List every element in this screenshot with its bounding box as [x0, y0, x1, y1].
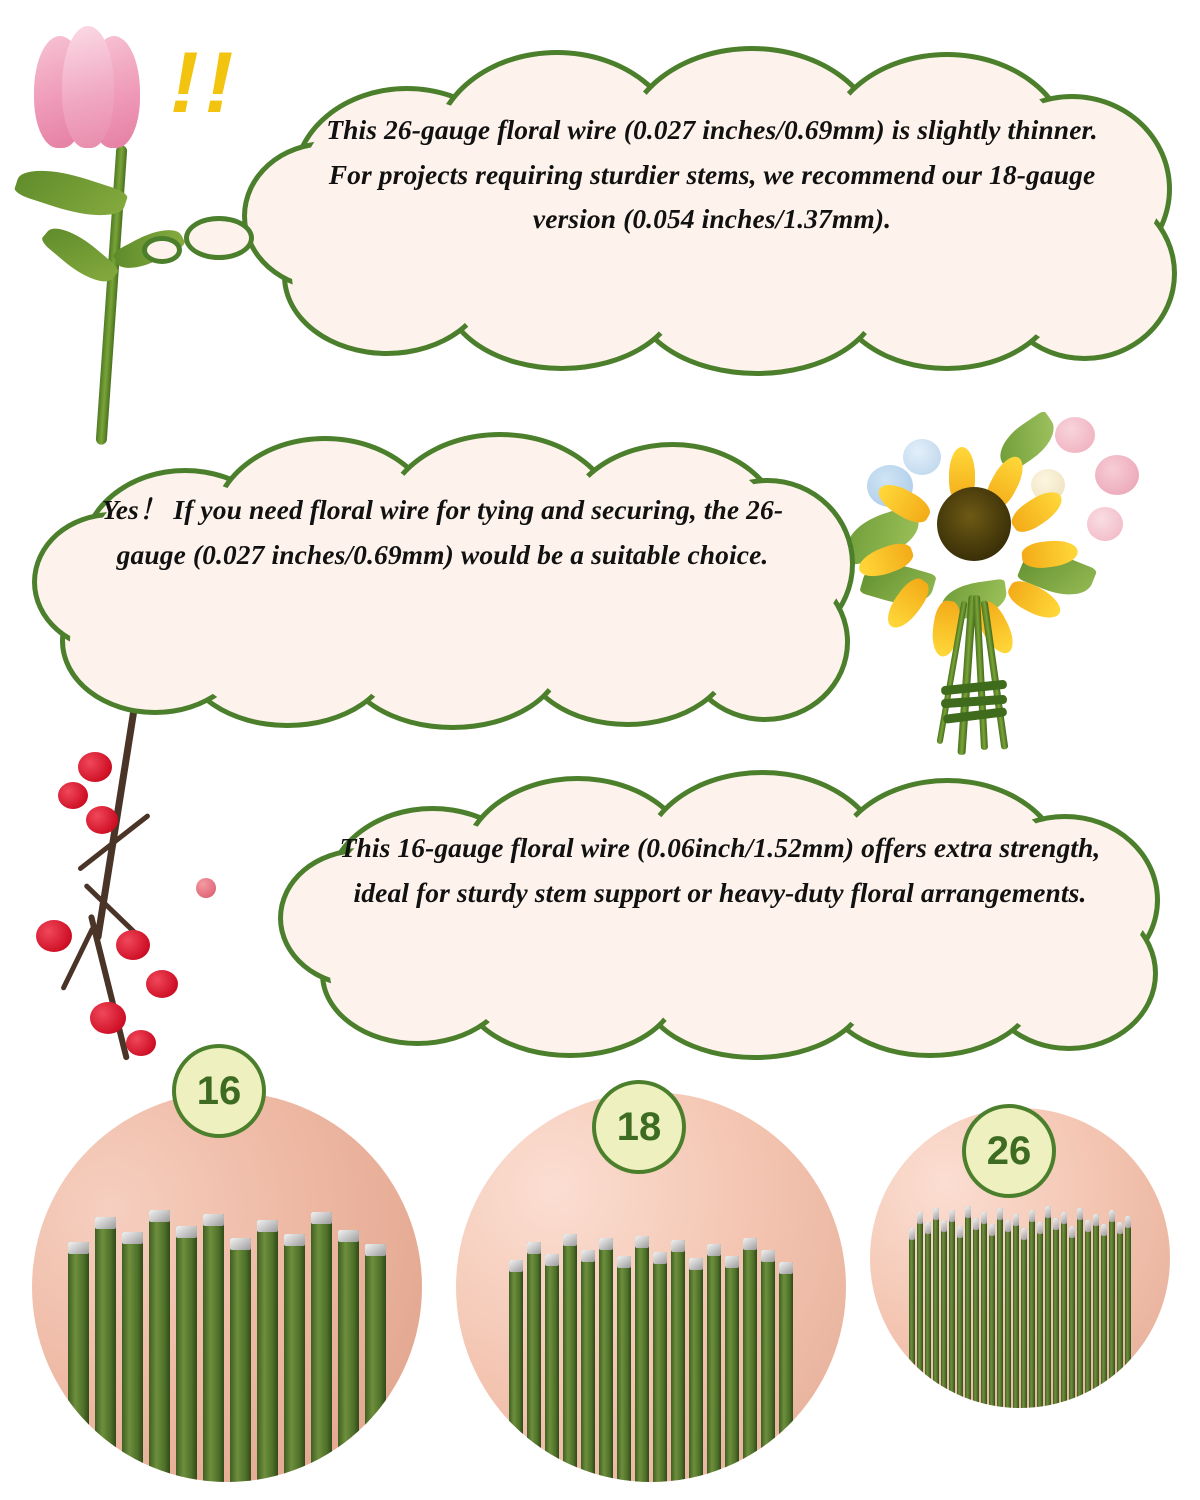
sunflower-center — [937, 487, 1011, 561]
wire-strand — [1021, 1228, 1027, 1408]
plum-blossom-1 — [78, 752, 112, 782]
wire-strand — [365, 1244, 386, 1482]
wire-strand — [176, 1226, 197, 1482]
exclamation-marks: !! — [170, 35, 240, 131]
wire-strand — [203, 1214, 224, 1482]
bubble-26-gauge-thinner — [232, 46, 1182, 376]
wire-strand — [1005, 1220, 1011, 1408]
wire-strand — [909, 1228, 915, 1408]
plum-blossom-2 — [58, 782, 88, 809]
wire-strand — [311, 1212, 332, 1482]
wire-strand — [1013, 1214, 1019, 1408]
sunflower-bouquet — [845, 395, 1175, 770]
plum-blossom-3 — [86, 806, 118, 834]
wire-strand — [563, 1234, 577, 1482]
plum-bud-3 — [196, 878, 216, 898]
wire-strand — [981, 1212, 987, 1408]
wire-photo-16 — [32, 1092, 422, 1482]
wire-strand — [1061, 1212, 1067, 1408]
wire-strand — [1085, 1220, 1091, 1408]
plum-blossom-4 — [36, 920, 72, 952]
cloud-tail — [184, 216, 254, 260]
wire-bundle-18 — [501, 1192, 801, 1482]
wire-strand — [917, 1212, 923, 1408]
wire-strand — [1069, 1226, 1075, 1408]
wire-strand — [338, 1230, 359, 1482]
wire-strand — [68, 1242, 89, 1482]
wire-strand — [599, 1238, 613, 1482]
wire-strand — [1029, 1210, 1035, 1408]
wire-strand — [973, 1218, 979, 1408]
tulip-petal-center — [62, 26, 114, 148]
filler-pink-3 — [1087, 507, 1123, 541]
wire-strand — [989, 1224, 995, 1408]
wire-strand — [725, 1256, 739, 1482]
plum-blossom-8 — [126, 1030, 156, 1056]
wire-strand — [671, 1240, 685, 1482]
wire-strand — [149, 1210, 170, 1482]
wire-strand — [617, 1256, 631, 1482]
wire-strand — [1037, 1222, 1043, 1408]
wire-bundle-26 — [895, 1178, 1145, 1408]
wire-strand — [527, 1242, 541, 1482]
wire-strand — [284, 1234, 305, 1482]
wire-bundle-16 — [62, 1172, 392, 1482]
wire-strand — [949, 1210, 955, 1408]
wire-strand — [509, 1260, 523, 1482]
wire-strand — [581, 1250, 595, 1482]
wire-strand — [965, 1206, 971, 1408]
wire-strand — [1053, 1218, 1059, 1408]
wire-strand — [997, 1208, 1003, 1408]
bubble-text: This 16-gauge floral wire (0.06inch/1.52mm) offers extra strength, ideal for sturdy stem support or heavy-duty floral arrangements. — [339, 832, 1101, 908]
wire-strand — [743, 1238, 757, 1482]
wire-strand — [933, 1208, 939, 1408]
filler-pink-2 — [1095, 455, 1139, 495]
bubble-text: This 26-gauge floral wire (0.027 inches/0.69mm) is slightly thinner. For projects requiring sturdier stems, we recommend our 18-gauge version (0.054 inches/1.37mm). — [326, 114, 1098, 235]
wire-strand — [1093, 1214, 1099, 1408]
cloud-tail-small — [142, 236, 182, 264]
wire-strand — [761, 1250, 775, 1482]
wire-strand — [1077, 1208, 1083, 1408]
wire-strand — [689, 1258, 703, 1482]
gauge-badge-16: 16 — [172, 1044, 266, 1138]
wire-strand — [122, 1232, 143, 1482]
wire-strand — [230, 1238, 251, 1482]
wire-strand — [925, 1222, 931, 1408]
bubble-text: Yes！ If you need floral wire for tying and securing, the 26-gauge (0.027 inches/0.69mm) would be a suitable choice. — [101, 494, 784, 570]
wire-strand — [653, 1252, 667, 1482]
wire-strand — [545, 1254, 559, 1482]
wire-strand — [1109, 1210, 1115, 1408]
wire-strand — [635, 1236, 649, 1482]
wire-strand — [957, 1226, 963, 1408]
wire-strand — [1117, 1222, 1123, 1408]
plum-blossom-7 — [90, 1002, 126, 1034]
gauge-badge-26: 26 — [962, 1104, 1056, 1198]
filler-pink-1 — [1055, 417, 1095, 453]
wire-strand — [257, 1220, 278, 1482]
wire-strand — [707, 1244, 721, 1482]
wire-strand — [1125, 1216, 1131, 1408]
wire-strand — [941, 1220, 947, 1408]
bubble-16-gauge-strength — [270, 770, 1170, 1060]
bubble-26-gauge-tying — [30, 432, 860, 732]
wire-strand — [779, 1262, 793, 1482]
wire-strand — [1101, 1224, 1107, 1408]
plum-blossom-5 — [116, 930, 150, 960]
tulip-decoration — [10, 10, 240, 440]
gauge-badge-18: 18 — [592, 1080, 686, 1174]
wire-strand — [1045, 1206, 1051, 1408]
plum-blossom-6 — [146, 970, 178, 998]
filler-blue-2 — [903, 439, 941, 475]
wire-strand — [95, 1217, 116, 1482]
